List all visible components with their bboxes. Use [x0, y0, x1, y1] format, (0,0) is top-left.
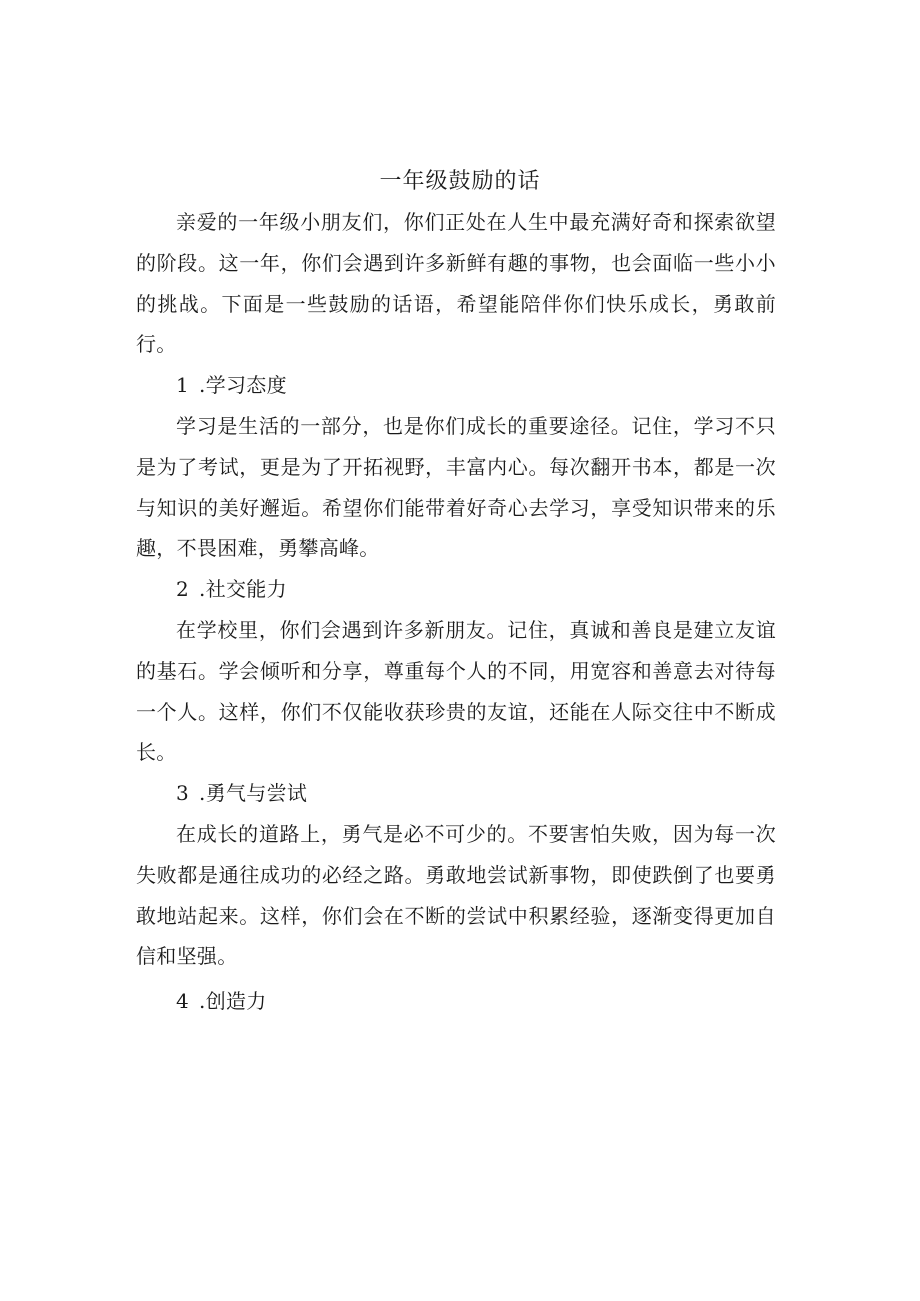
section-title: .学习态度: [199, 373, 287, 398]
document-body: [136, 202, 776, 1022]
section-heading-1: [136, 365, 776, 406]
section-paragraph-3: 在成长的道路上，勇气是必不可少的。不要害怕失败，因为每一次失败都是通往成功的必经之路。勇敢地尝试新事物，即使跌倒了也要勇敢地站起来。这样，你们会在不断的尝试中积累经验，逐渐变得更加自信和坚强。: [136, 821, 776, 969]
section-title: .社交能力: [199, 577, 287, 602]
section-number: 2: [176, 577, 190, 602]
section-number: 1: [176, 373, 190, 398]
section-heading-4: [136, 981, 776, 1022]
section-number: 3: [176, 781, 190, 806]
intro-paragraph: 亲爱的一年级小朋友们，你们正处在人生中最充满好奇和探索欲望的阶段。这一年，你们会遇到许多新鲜有趣的事物，也会面临一些小小的挑战。下面是一些鼓励的话语，希望能陪伴你们快乐成长，勇敢前行。: [136, 210, 776, 357]
section-number: 4: [176, 989, 190, 1014]
section-heading-3: [136, 773, 776, 814]
section-heading-2: [136, 569, 776, 610]
section-title: .勇气与尝试: [199, 781, 308, 806]
document-title: 一年级鼓励的话: [379, 169, 541, 194]
section-paragraph-1: 学习是生活的一部分，也是你们成长的重要途径。记住，学习不只是为了考试，更是为了开拓视野，丰富内心。每次翻开书本，都是一次与知识的美好邂逅。希望你们能带着好奇心去学习，享受知识带来的乐趣，不畏困难，勇攀高峰。: [136, 413, 776, 561]
section-paragraph-2: 在学校里，你们会遇到许多新朋友。记住，真诚和善良是建立友谊的基石。学会倾听和分享，尊重每个人的不同，用宽容和善意去对待每一个人。这样，你们不仅能收获珍贵的友谊，还能在人际交往中不断成长。: [136, 617, 776, 765]
section-title: .创造力: [199, 989, 267, 1014]
